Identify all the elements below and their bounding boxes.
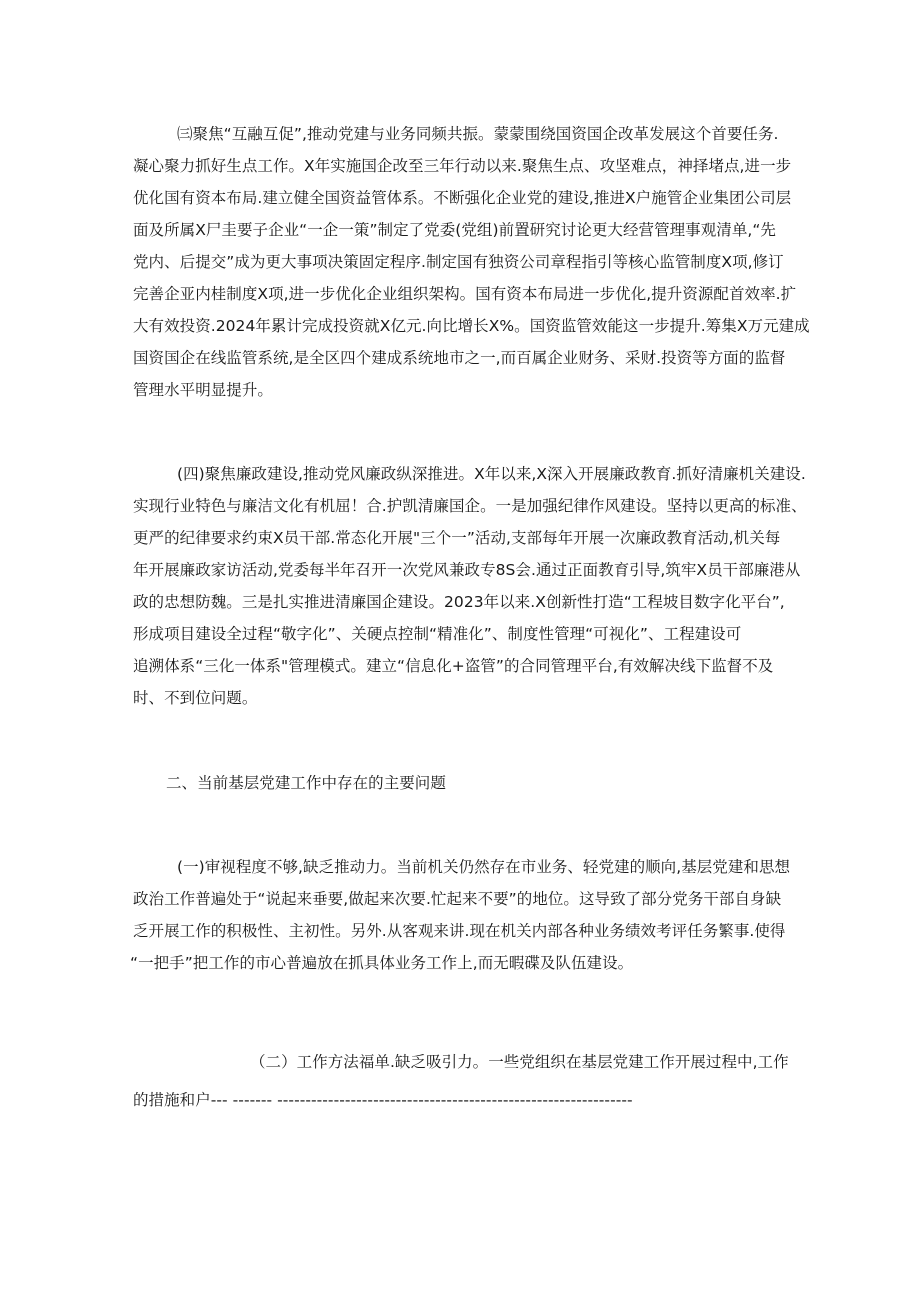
paragraph-3-line-7: 大有效投资.2024年累计完成投资就X亿元.向比增长X%。国资监管效能这一步提升.筹集X万元建成 (133, 317, 810, 335)
problem-1-line-3: 乏开展工作的积极性、主初性。另外.从客观来讲.现在机关内部各种业务绩效考评任务繁事.使得 (133, 922, 786, 940)
paragraph-4-line-2: 实现行业特色与廉洁文化有机屈！合.护凯清廉国企。一是加强纪律作风建设。坚持以更高的标准、 (133, 497, 807, 515)
paragraph-3-line-1: ㈢聚焦“互融互促”,推动党建与业务同频共振。蒙蒙围绕国资国企改革发展这个首要任务. (177, 125, 779, 143)
paragraph-3-line-6: 完善企亚内桂制度X项,进一步优化企业组织架构。国有资本布局进一步优化,提升资源配首效率.扩 (133, 285, 797, 303)
paragraph-4-line-5: 政的忠想防魏。三是扎实推进清廉国企建设。2023年以来.X创新性打造“工程坡目数字化平台”, (133, 593, 785, 611)
paragraph-3-line-9: 管理水平明显提升。 (133, 381, 273, 399)
paragraph-3-line-2: 凝心聚力抓好生点工作。X年实施国企改至三年行动以来.聚焦生点、攻坚难点，神择堵点,进一步 (133, 157, 792, 175)
problem-1-line-2: 政治工作普遍处于“说起来垂要,做起来次要.忙起来不要”的地位。这导致了部分党务干部自身缺 (133, 890, 782, 908)
paragraph-4-line-6: 形成项目建设全过程“敬字化”、关硬点控制“精准化”、制度性管理“可视化”、工程建设可 (133, 625, 742, 643)
paragraph-4-line-7: 追溯体系“三化一体系"管理模式。建立“信息化+盗管”的合同管理平台,有效解决线下监督不及 (133, 657, 774, 675)
paragraph-3-line-8: 国资国企在线监管系统,是全区四个建成系统地市之一,而百属企业财务、采财.投资等方面的监督 (133, 349, 786, 367)
paragraph-4-line-1: (四)聚焦廉政建设,推动党风廉政纵深推进。X年以来,X深入开展廉政教育.抓好清廉机关建设. (177, 465, 806, 483)
problem-1-line-1: (一)审视程度不够,缺乏推动力。当前机关仍然存在市业务、轻党建的顺向,基层党建和思想 (177, 858, 791, 876)
paragraph-4-line-4: 年开展廉政家访活动,党委每半年召开一次党风兼政专8S会.通过正面教育引导,筑牢X员干部廉港从 (133, 561, 801, 579)
problem-2-line-1: （二）工作方法福单.缺乏吸引力。一些党组织在基层党建工作开展过程中,工作 (250, 1053, 789, 1071)
paragraph-4-line-3: 更严的纪律要求约束X员干部.常态化开展"三个一”活动,支部每年开展一次廉政教育活动,机关每 (133, 529, 781, 547)
paragraph-3-line-4: 面及所属X尸圭要子企业“一企一策”制定了党委(党组)前置研究讨论更大经营管理事观清单,“先 (133, 221, 776, 239)
paragraph-3-line-5: 党内、后提交”成为更大事项决策固定程序.制定国有独资公司章程指引等核心监管制度X项,修订 (133, 253, 784, 271)
paragraph-3-line-3: 优化国有资本布局.建立健全国资益管体系。不断强化企业党的建设,推进X户施管企业集团公司层 (133, 189, 792, 207)
problem-2-line-2: 的措施和户--- ------- --------------------------------------------------------------- (133, 1091, 633, 1109)
problem-1-line-4: “一把手”把工作的市心普遍放在抓具体业务工作上,而无暇碟及队伍建设。 (130, 954, 634, 972)
paragraph-4-line-8: 时、不到位问题。 (133, 689, 258, 707)
section-2-heading: 二、当前基层党建工作中存在的主要问题 (166, 774, 446, 792)
